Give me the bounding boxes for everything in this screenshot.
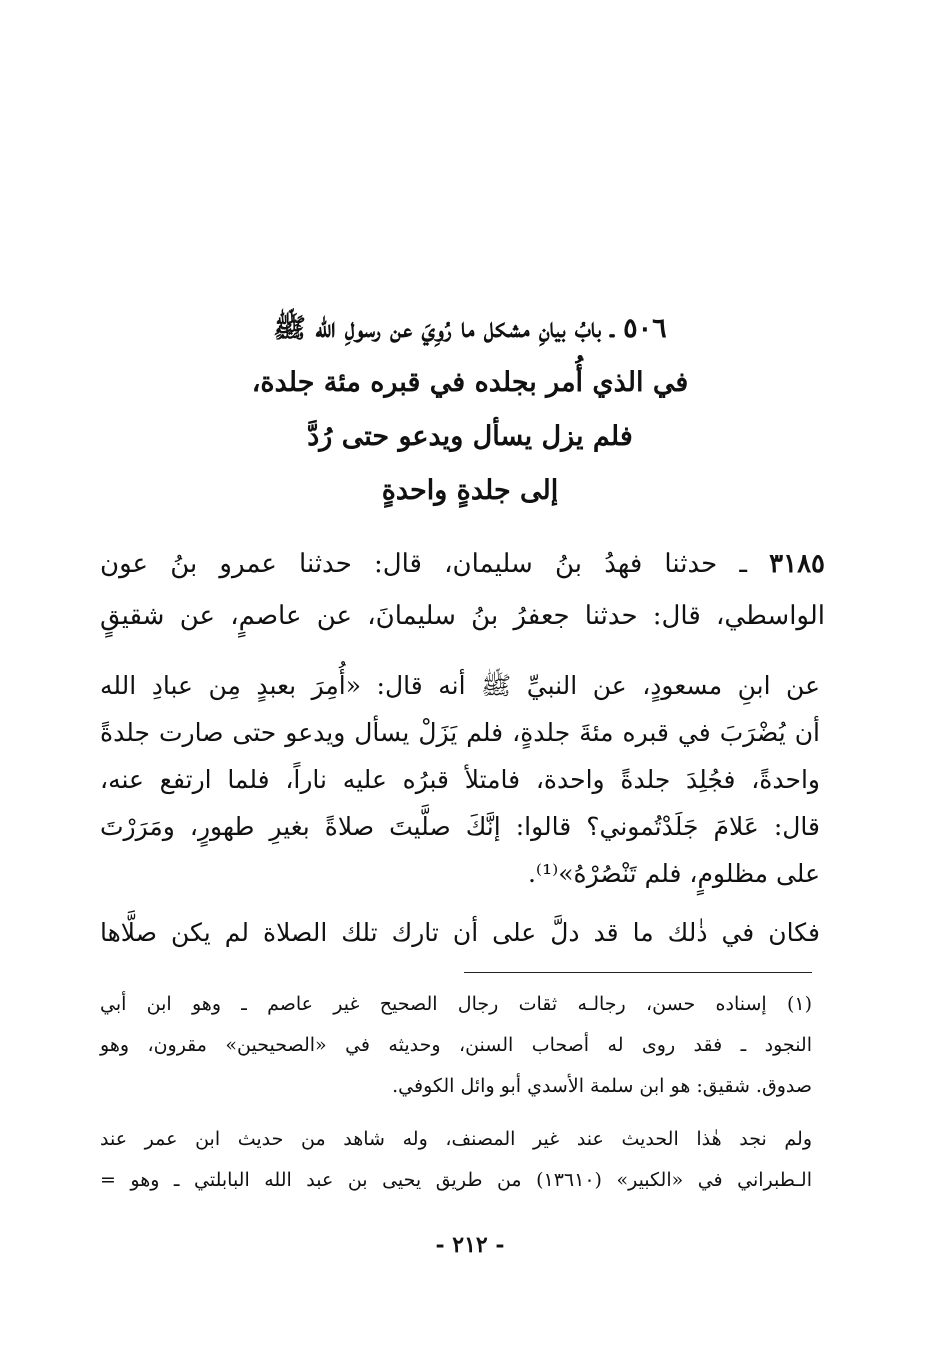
hadith-chain-line	[100, 538, 825, 590]
hadith-text	[100, 662, 820, 897]
footnotes	[100, 984, 812, 1201]
footnote-divider	[464, 972, 812, 973]
chapter-title	[150, 302, 790, 518]
chapter-title-line: إلى جلدةٍ واحدةٍ	[381, 475, 559, 506]
hadith-number: ٣١٨٥	[769, 549, 825, 579]
hadith-text-line: واحدةً، فجُلِدَ جلدةً واحدة، فامتلأ قبرُه عليه ناراً، فلما ارتفع عنه،	[100, 765, 820, 794]
chapter-title-line: فلم يزل يسأل ويدعو حتى رُدَّ	[307, 421, 633, 452]
hadith-text-line: على مظلومٍ، فلم تَنْصُرْهُ»⁽¹⁾.	[527, 859, 820, 888]
footnote-line: ولم نجد هٰذا الحديث عند غير المصنف، وله شاهد من حديث ابن عمر عند	[100, 1128, 812, 1150]
hadith-chain-text: ـ حدثنا فهدُ بنُ سليمان، قال: حدثنا عمرو بنُ عون	[100, 549, 770, 579]
hadith-chain-line: الواسطي، قال: حدثنا جعفرُ بنُ سليمانَ، عن عاصمٍ، عن شقيقٍ	[100, 601, 825, 631]
footnote-line: (١) إسناده حسن، رجالـه ثقات رجال الصحيح غير عاصم ـ وهو ابن أبي	[100, 993, 812, 1015]
page-number: - ٢١٢ -	[435, 1232, 505, 1258]
chapter-title-line: ٥٠٦ ـ بابُ بيانِ مشكل ما رُوِيَ عن رسولِ الله ﷺ	[273, 313, 667, 344]
commentary-text: فكان في ذٰلك ما قد دلَّ على أن تارك تلك الصلاة لم يكن صلَّاها	[100, 918, 820, 947]
footnote-line: صدوق. شقيق: هو ابن سلمة الأسدي أبو وائل الكوفي.	[392, 1075, 812, 1097]
hadith-text-line: عن ابنِ مسعودٍ، عن النبيِّ ﷺ أنه قال: «أُمِرَ بعبدٍ مِن عبادِ الله	[100, 671, 820, 700]
hadith-text-line: أن يُضْرَبَ في قبره مئةَ جلدةٍ، فلم يَزَلْ يسأل ويدعو حتى صارت جلدةً	[100, 718, 820, 747]
footnote-line: الـطبراني في «الكبير» (١٣٦١٠) من طريق يحيى بن عبد الله البابلتي ـ وهو =	[100, 1169, 812, 1191]
footnote-line: النجود ـ فقد روى له أصحاب السنن، وحديثه في «الصحيحين» مقرون، وهو	[100, 1034, 812, 1056]
hadith-chain	[100, 538, 825, 642]
chapter-title-line: في الذي أُمر بجلده في قبره مئة جلدة،	[251, 367, 689, 398]
hadith-text-line: قال: عَلامَ جَلَدْتُموني؟ قالوا: إنَّكَ صلَّيتَ صلاةً بغيرِ طهورٍ، ومَرَرْتَ	[100, 812, 820, 841]
